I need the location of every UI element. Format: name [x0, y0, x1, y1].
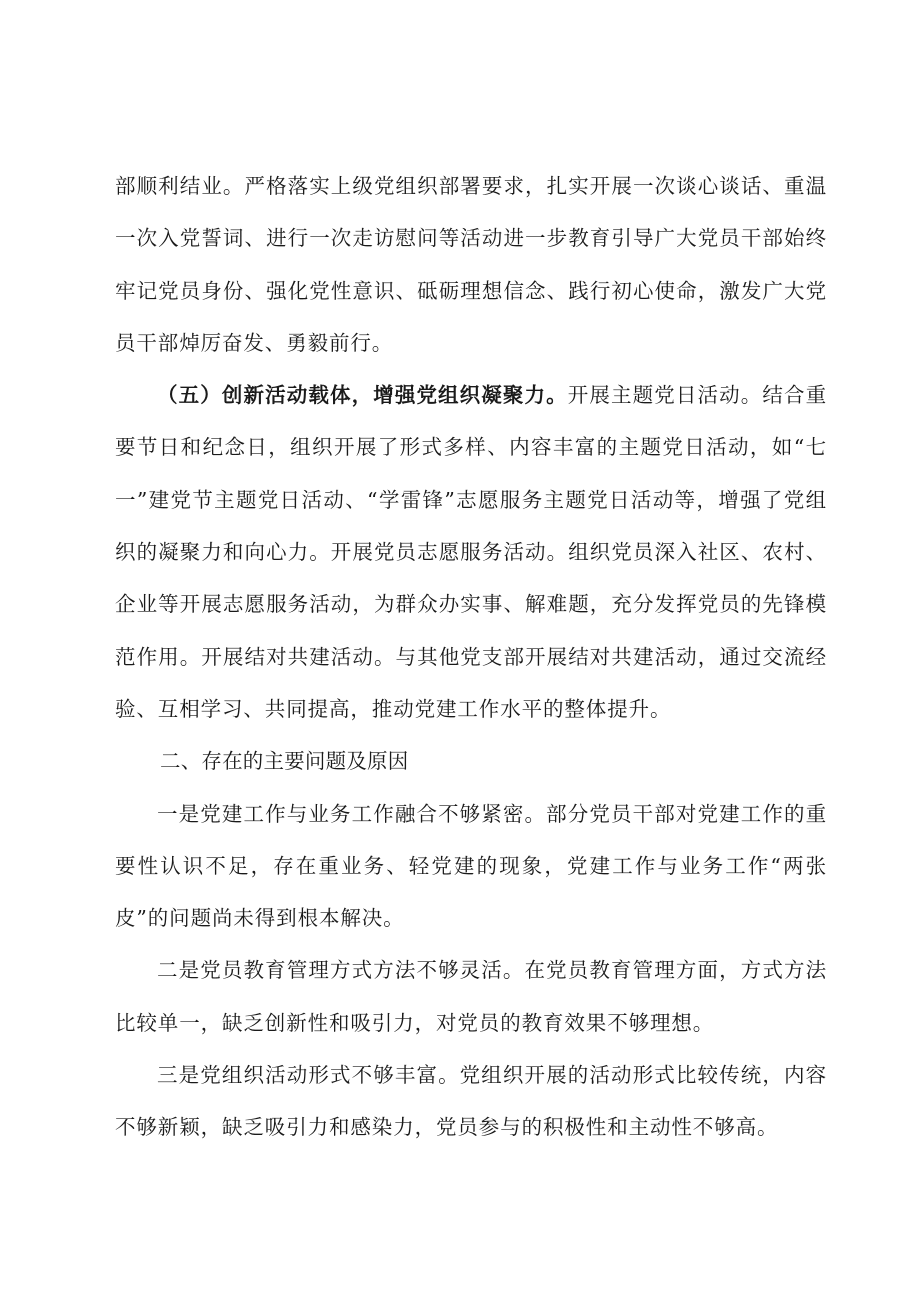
paragraph-text: 三是党组织活动形式不够丰富。党组织开展的活动形式比较传统，内容不够新颖，缺乏吸引力和感染力，党员参与的积极性和主动性不够高。: [115, 1063, 827, 1140]
section-heading: 二、存在的主要问题及原因: [160, 749, 409, 774]
issue-paragraph-2: [115, 944, 827, 1049]
paragraph-text: 二是党员教育管理方式方法不够灵活。在党员教育管理方面，方式方法比较单一，缺乏创新性和吸引力，对党员的教育效果不够理想。: [115, 958, 827, 1035]
paragraph-continuation: [115, 160, 827, 369]
paragraph-text: 开展主题党日活动。结合重要节日和纪念日，组织开展了形式多样、内容丰富的主题党日活动，如“七一”建党节主题党日活动、“学雷锋”志愿服务主题党日活动等，增强了党组织的凝聚力和向心力。开展党员志愿服务活动。组织党员深入社区、农村、企业等开展志愿服务活动，为群众办实事、解难题，充分发挥党员的先锋模范作用。开展结对共建活动。与其他党支部开展结对共建活动，通过交流经验、互相学习、共同提高，推动党建工作水平的整体提升。: [115, 383, 827, 721]
paragraph-innovation-activities: [115, 369, 827, 735]
paragraph-text: 部顺利结业。严格落实上级党组织部署要求，扎实开展一次谈心谈话、重温一次入党誓词、进行一次走访慰问等活动进一步教育引导广大党员干部始终牢记党员身份、强化党性意识、砥砺理想信念、践行初心使命，激发广大党员干部焯厉奋发、勇毅前行。: [115, 174, 827, 355]
document-body: [115, 160, 827, 1154]
issue-paragraph-3: [115, 1049, 827, 1154]
paragraph-lead-heading: （五）创新活动载体，增强党组织凝聚力。: [157, 383, 568, 408]
issue-paragraph-1: [115, 788, 827, 945]
paragraph-text: 一是党建工作与业务工作融合不够紧密。部分党员干部对党建工作的重要性认识不足，存在重业务、轻党建的现象，党建工作与业务工作“两张皮”的问题尚未得到根本解决。: [115, 801, 827, 931]
